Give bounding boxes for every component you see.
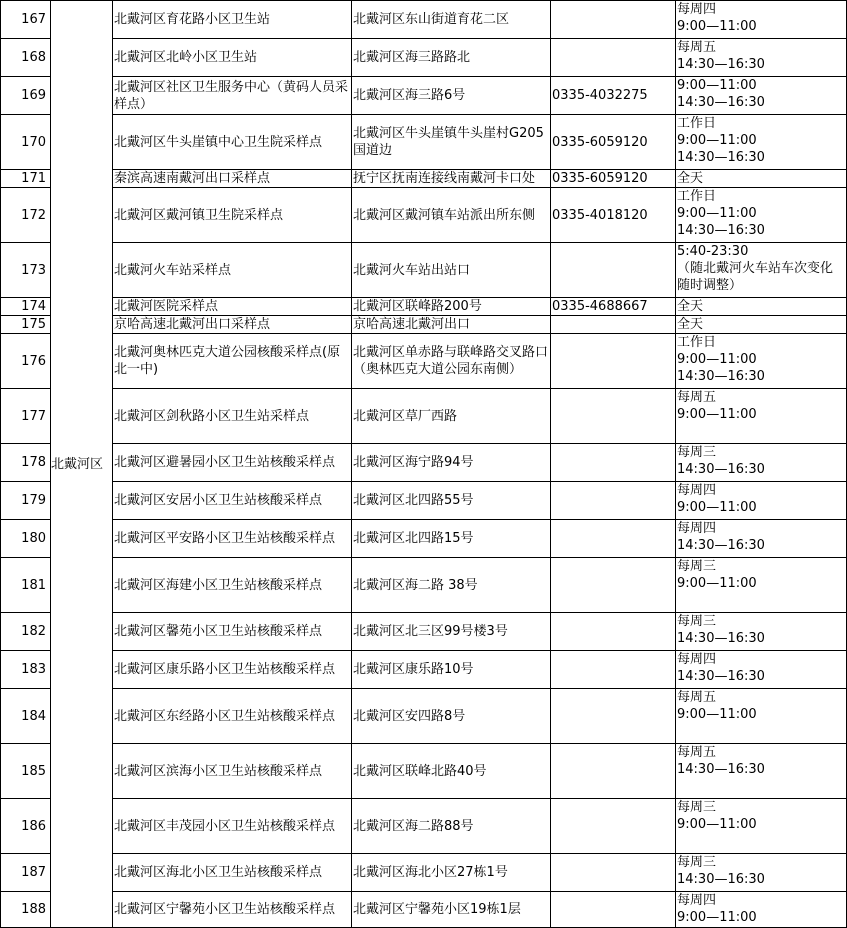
row-number: 186: [1, 799, 51, 854]
site-address: 北戴河区联峰路200号: [352, 298, 551, 316]
table-row: [1, 482, 847, 520]
row-number: 178: [1, 444, 51, 482]
site-phone: [551, 892, 676, 928]
site-address: 北戴河区牛头崖镇牛头崖村G205国道边: [352, 115, 551, 170]
table-row: [1, 170, 847, 188]
row-number: 167: [1, 1, 51, 39]
site-hours: 全天: [676, 170, 847, 188]
table-row: [1, 613, 847, 651]
table-row: [1, 854, 847, 892]
table-row: [1, 558, 847, 613]
site-name: 北戴河区海北小区卫生站核酸采样点: [113, 854, 352, 892]
site-address: 北戴河区海三路6号: [352, 77, 551, 115]
site-hours: 工作日 9:00—11:00 14:30—16:30: [676, 188, 847, 243]
site-hours: 每周四 9:00—11:00: [676, 892, 847, 928]
site-hours: 每周三 9:00—11:00: [676, 558, 847, 613]
site-name: 北戴河区丰茂园小区卫生站核酸采样点: [113, 799, 352, 854]
site-phone: [551, 39, 676, 77]
table-row: [1, 444, 847, 482]
site-address: 北戴河火车站出站口: [352, 243, 551, 298]
site-hours: 每周四 14:30—16:30: [676, 520, 847, 558]
site-hours: 全天: [676, 298, 847, 316]
row-number: 172: [1, 188, 51, 243]
site-phone: [551, 1, 676, 39]
site-name: 北戴河区育花路小区卫生站: [113, 1, 352, 39]
table-row: [1, 389, 847, 444]
site-hours: 每周三 14:30—16:30: [676, 854, 847, 892]
table-row: [1, 316, 847, 334]
site-address: 北戴河区宁馨苑小区19栋1层: [352, 892, 551, 928]
row-number: 169: [1, 77, 51, 115]
table-row: [1, 520, 847, 558]
row-number: 187: [1, 854, 51, 892]
table-row: [1, 1, 847, 39]
row-number: 171: [1, 170, 51, 188]
site-phone: [551, 243, 676, 298]
row-number: 168: [1, 39, 51, 77]
site-address: 北戴河区安四路8号: [352, 689, 551, 744]
table-row: [1, 77, 847, 115]
site-address: 北戴河区海宁路94号: [352, 444, 551, 482]
site-address: 抚宁区抚南连接线南戴河卡口处: [352, 170, 551, 188]
row-number: 181: [1, 558, 51, 613]
site-address: 京哈高速北戴河出口: [352, 316, 551, 334]
site-name: 北戴河区馨苑小区卫生站核酸采样点: [113, 613, 352, 651]
site-hours: 9:00—11:00 14:30—16:30: [676, 77, 847, 115]
site-phone: 0335-4018120: [551, 188, 676, 243]
site-hours: 5:40-23:30 （随北戴河火车站车次变化随时调整）: [676, 243, 847, 298]
site-address: 北戴河区海北小区27栋1号: [352, 854, 551, 892]
site-address: 北戴河区单赤路与联峰路交叉路口（奥林匹克大道公园东南侧）: [352, 334, 551, 389]
row-number: 182: [1, 613, 51, 651]
table-row: [1, 744, 847, 799]
row-number: 179: [1, 482, 51, 520]
site-hours: 每周四 9:00—11:00: [676, 1, 847, 39]
site-hours: 每周四 9:00—11:00: [676, 482, 847, 520]
site-name: 北戴河区宁馨苑小区卫生站核酸采样点: [113, 892, 352, 928]
site-phone: [551, 316, 676, 334]
site-phone: [551, 799, 676, 854]
site-name: 北戴河区剑秋路小区卫生站采样点: [113, 389, 352, 444]
site-address: 北戴河区北三区99号楼3号: [352, 613, 551, 651]
table-row: [1, 799, 847, 854]
table-row: [1, 298, 847, 316]
site-name: 北戴河区海建小区卫生站核酸采样点: [113, 558, 352, 613]
row-number: 170: [1, 115, 51, 170]
row-number: 185: [1, 744, 51, 799]
site-phone: 0335-4032275: [551, 77, 676, 115]
site-hours: 每周五 14:30—16:30: [676, 744, 847, 799]
site-hours: 全天: [676, 316, 847, 334]
site-address: 北戴河区海二路88号: [352, 799, 551, 854]
site-phone: [551, 744, 676, 799]
table-row: [1, 39, 847, 77]
site-name: 北戴河奥林匹克大道公园核酸采样点(原北一中): [113, 334, 352, 389]
site-phone: [551, 854, 676, 892]
site-name: 北戴河火车站采样点: [113, 243, 352, 298]
table-row: [1, 188, 847, 243]
site-name: 北戴河区牛头崖镇中心卫生院采样点: [113, 115, 352, 170]
table-row: [1, 651, 847, 689]
site-phone: [551, 558, 676, 613]
site-hours: 每周五 9:00—11:00: [676, 689, 847, 744]
row-number: 177: [1, 389, 51, 444]
site-hours: 每周四 14:30—16:30: [676, 651, 847, 689]
table-row: [1, 243, 847, 298]
site-phone: [551, 651, 676, 689]
row-number: 180: [1, 520, 51, 558]
row-number: 184: [1, 689, 51, 744]
site-hours: 工作日 9:00—11:00 14:30—16:30: [676, 334, 847, 389]
site-name: 北戴河区平安路小区卫生站核酸采样点: [113, 520, 352, 558]
site-name: 秦滨高速南戴河出口采样点: [113, 170, 352, 188]
site-hours: 每周三 14:30—16:30: [676, 613, 847, 651]
site-hours: 每周三 9:00—11:00: [676, 799, 847, 854]
site-phone: [551, 520, 676, 558]
site-phone: [551, 334, 676, 389]
site-phone: [551, 444, 676, 482]
district-cell: 北戴河区: [51, 1, 113, 928]
site-phone: [551, 389, 676, 444]
site-name: 北戴河区社区卫生服务中心（黄码人员采样点）: [113, 77, 352, 115]
site-name: 北戴河区戴河镇卫生院采样点: [113, 188, 352, 243]
site-name: 北戴河区滨海小区卫生站核酸采样点: [113, 744, 352, 799]
site-phone: 0335-4688667: [551, 298, 676, 316]
site-hours: 每周三 14:30—16:30: [676, 444, 847, 482]
table-row: [1, 334, 847, 389]
site-name: 北戴河医院采样点: [113, 298, 352, 316]
site-name: 北戴河区康乐路小区卫生站核酸采样点: [113, 651, 352, 689]
site-address: 北戴河区草厂西路: [352, 389, 551, 444]
table-row: [1, 689, 847, 744]
site-hours: 每周五 9:00—11:00: [676, 389, 847, 444]
site-name: 京哈高速北戴河出口采样点: [113, 316, 352, 334]
table-row: [1, 892, 847, 928]
row-number: 174: [1, 298, 51, 316]
site-name: 北戴河区避暑园小区卫生站核酸采样点: [113, 444, 352, 482]
site-address: 北戴河区北四路55号: [352, 482, 551, 520]
site-name: 北戴河区东经路小区卫生站核酸采样点: [113, 689, 352, 744]
row-number: 183: [1, 651, 51, 689]
site-phone: [551, 689, 676, 744]
site-phone: 0335-6059120: [551, 115, 676, 170]
row-number: 173: [1, 243, 51, 298]
site-address: 北戴河区康乐路10号: [352, 651, 551, 689]
row-number: 175: [1, 316, 51, 334]
site-phone: [551, 482, 676, 520]
site-address: 北戴河区海三路路北: [352, 39, 551, 77]
site-name: 北戴河区安居小区卫生站核酸采样点: [113, 482, 352, 520]
site-name: 北戴河区北岭小区卫生站: [113, 39, 352, 77]
site-phone: 0335-6059120: [551, 170, 676, 188]
row-number: 176: [1, 334, 51, 389]
site-address: 北戴河区戴河镇车站派出所东侧: [352, 188, 551, 243]
row-number: 188: [1, 892, 51, 928]
site-phone: [551, 613, 676, 651]
site-address: 北戴河区联峰北路40号: [352, 744, 551, 799]
site-address: 北戴河区海二路 38号: [352, 558, 551, 613]
table-body: [1, 1, 847, 928]
site-hours: 工作日 9:00—11:00 14:30—16:30: [676, 115, 847, 170]
site-address: 北戴河区东山街道育花二区: [352, 1, 551, 39]
table-row: [1, 115, 847, 170]
site-hours: 每周五 14:30—16:30: [676, 39, 847, 77]
site-address: 北戴河区北四路15号: [352, 520, 551, 558]
